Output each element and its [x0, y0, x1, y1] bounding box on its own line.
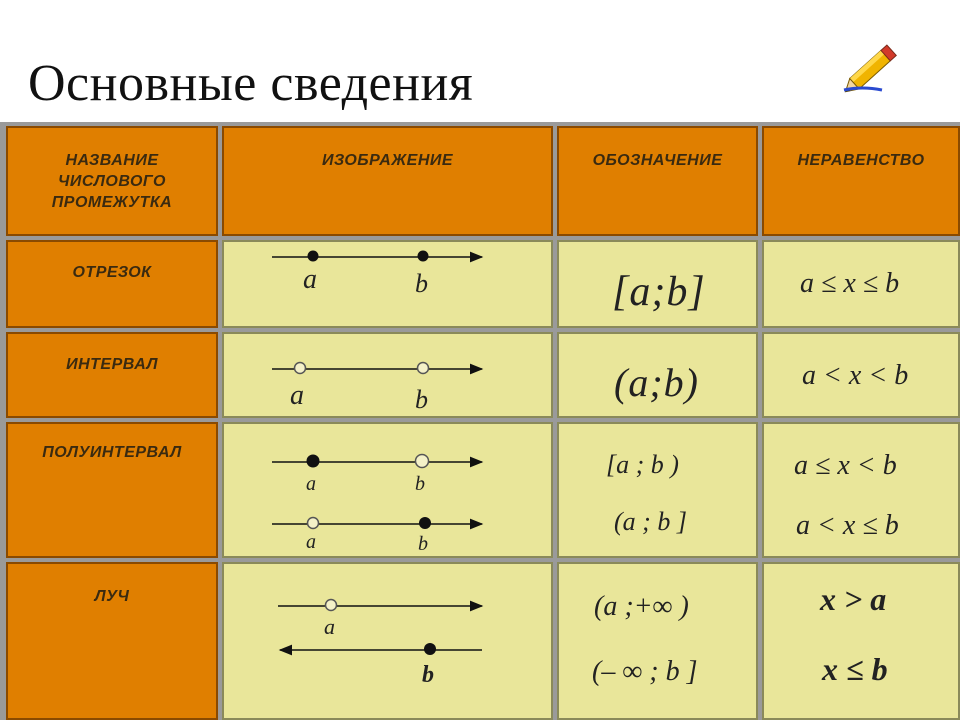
header-notation-text: ОБОЗНАЧЕНИЕ [592, 152, 723, 169]
open-point-a [326, 600, 337, 611]
notation-halfinterval-1: [a ; b ) [606, 450, 679, 479]
filled-point-b [419, 517, 431, 529]
notation-segment: [a;b] [612, 269, 706, 315]
header-name-line: НАЗВАНИЕ ЧИСЛОВОГО ПРОМЕЖУТКА [51, 152, 173, 211]
label-a: a [324, 614, 335, 639]
label-a: a [290, 380, 304, 411]
inequality-segment: a ≤ x ≤ b [800, 268, 900, 299]
notation-ray-2: (– ∞ ; b ] [592, 656, 698, 687]
inequality-ray-1: x > a [820, 581, 887, 617]
open-point-b [416, 455, 429, 468]
label-a: a [303, 264, 317, 295]
label-b: b [415, 473, 425, 495]
slide-title: Основные сведения [28, 55, 474, 112]
filled-point-a [308, 251, 319, 262]
label-b: b [422, 662, 434, 688]
inequality-halfinterval-1: a ≤ x < b [794, 450, 897, 481]
inequality-halfinterval-2: a < x ≤ b [796, 510, 899, 541]
filled-point-b [418, 251, 429, 262]
notation-halfinterval-2: (a ; b ] [614, 507, 687, 536]
inequality-interval: a < x < b [802, 360, 909, 391]
header-inequality-text: НЕРАВЕНСТВО [797, 152, 925, 169]
filled-point-b [424, 643, 436, 655]
label-b: b [415, 385, 428, 414]
label-b: b [418, 533, 428, 555]
notation-ray-1: (a ;+∞ ) [594, 591, 689, 622]
open-point-a [295, 363, 306, 374]
row-otrezok-label: ОТРЕЗОК [72, 264, 152, 281]
open-point-a [308, 518, 319, 529]
notation-interval: (a;b) [614, 360, 699, 405]
label-b: b [415, 269, 428, 298]
filled-point-a [307, 455, 320, 468]
label-a: a [306, 473, 316, 495]
row-halfinterval-label: ПОЛУИНТЕРВАЛ [42, 444, 182, 461]
label-a: a [306, 531, 316, 553]
row-ray-label: ЛУЧ [94, 588, 130, 605]
header-image-text: ИЗОБРАЖЕНИЕ [321, 152, 454, 169]
row-interval-label: ИНТЕРВАЛ [66, 356, 158, 373]
open-point-b [418, 363, 429, 374]
inequality-ray-2: x ≤ b [822, 651, 888, 687]
